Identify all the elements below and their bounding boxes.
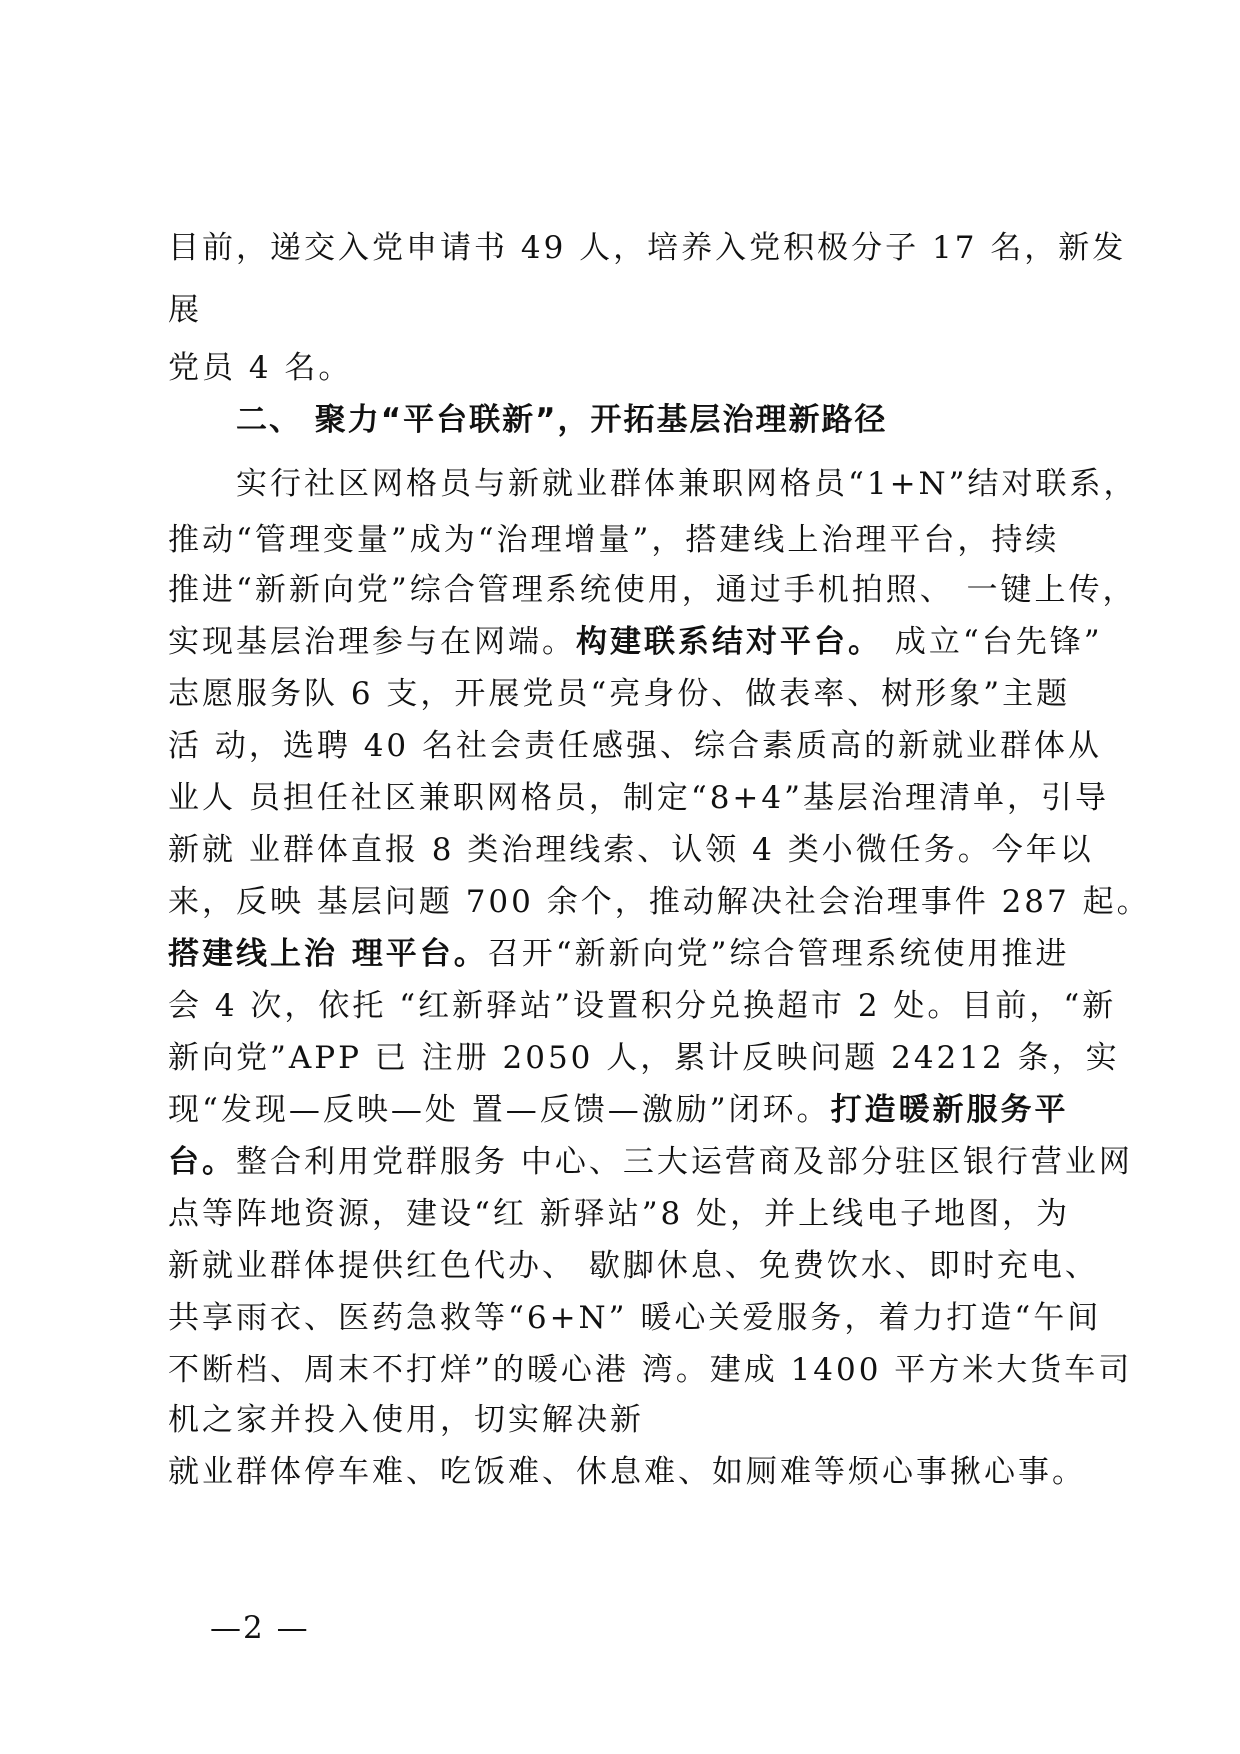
text-run: 实现基层治理参与在网端。 bbox=[168, 624, 576, 660]
body-line bbox=[168, 348, 352, 388]
body-line bbox=[168, 778, 1109, 818]
body-line bbox=[168, 830, 1094, 870]
text-run: 来，反映 基层问题 700 余个，推动解决社会治理事件 287 起。 bbox=[168, 884, 1151, 920]
body-line bbox=[168, 1142, 1133, 1182]
text-run: 推进“新新向党”综合管理系统使用，通过手机拍照、 一键上传， bbox=[168, 572, 1137, 608]
text-run: 会 4 次，依托 “红新驿站”设置积分兑换超市 2 处。目前，“新 bbox=[168, 988, 1117, 1024]
text-run: 现“发现—反映—处 置—反馈—激励”闭环。 bbox=[168, 1092, 831, 1128]
body-line bbox=[168, 1090, 1069, 1130]
body-line bbox=[168, 520, 1059, 560]
bold-subheading: 构建联系结对平台。 bbox=[576, 624, 882, 660]
page-number: —2 — bbox=[210, 1610, 310, 1646]
body-line bbox=[168, 674, 1070, 714]
text-run: 目前，递交入党申请书 49 人，培养入党积极分子 17 名，新发 bbox=[168, 230, 1127, 266]
body-line bbox=[168, 228, 1126, 268]
text-run: 召开“新新向党”综合管理系统使用推进 bbox=[487, 936, 1070, 972]
text-run: 党员 4 名。 bbox=[168, 350, 353, 386]
bold-subheading: 打造暖新服务平 bbox=[830, 1092, 1069, 1128]
body-line bbox=[168, 622, 1103, 662]
body-line bbox=[168, 882, 1151, 922]
text-run: 共享雨衣、医药急救等“6+N” 暖心关爱服务，着力打造“午间 bbox=[168, 1300, 1102, 1336]
body-line bbox=[168, 986, 1116, 1026]
body-line bbox=[168, 1194, 1070, 1234]
body-line bbox=[168, 726, 1102, 766]
body-line bbox=[168, 570, 1137, 610]
text-run: 新就 业群体直报 8 类治理线索、认领 4 类小微任务。今年以 bbox=[168, 832, 1094, 868]
text-run: 点等阵地资源，建设“红 新驿站”8 处，并上线电子地图，为 bbox=[168, 1196, 1071, 1232]
text-run: 活 动，选聘 40 名社会责任感强、综合素质高的新就业群体从 bbox=[168, 728, 1103, 764]
text-run: 机之家并投入使用，切实解决新 bbox=[168, 1402, 644, 1438]
body-line bbox=[168, 1400, 644, 1440]
text-run: 就业群体停车难、吃饭难、休息难、如厕难等烦心事揪心事。 bbox=[168, 1454, 1086, 1490]
body-line bbox=[168, 1038, 1120, 1078]
text-run: 志愿服务队 6 支，开展党员“亮身份、做表率、树形象”主题 bbox=[168, 676, 1071, 712]
bold-subheading: 搭建线上治 理平台。 bbox=[168, 936, 488, 972]
body-line bbox=[168, 1452, 1086, 1492]
body-line bbox=[168, 290, 202, 330]
text-run: 新就业群体提供红色代办、 歇脚休息、免费饮水、即时充电、 bbox=[168, 1248, 1099, 1284]
body-line bbox=[168, 1246, 1099, 1286]
body-line bbox=[168, 1298, 1101, 1338]
bold-subheading: 台。 bbox=[168, 1144, 236, 1180]
text-run: 推动“管理变量”成为“治理增量”，搭建线上治理平台，持续 bbox=[168, 522, 1060, 558]
body-line bbox=[236, 464, 1138, 504]
text-run: 整合利用党群服务 中心、三大运营商及部分驻区银行营业网 bbox=[236, 1144, 1133, 1180]
text-run: 展 bbox=[168, 292, 202, 328]
text-run: 成立“台先锋” bbox=[882, 624, 1103, 660]
text-run: 新向党”APP 已 注册 2050 人，累计反映问题 24212 条，实 bbox=[168, 1040, 1120, 1076]
heading-text: 二、 聚力“平台联新”，开拓基层治理新路径 bbox=[236, 402, 888, 438]
body-line bbox=[168, 934, 1070, 974]
text-run: 实行社区网格员与新就业群体兼职网格员“1+N”结对联系， bbox=[236, 466, 1138, 502]
text-run: 业人 员担任社区兼职网格员，制定“8+4”基层治理清单，引导 bbox=[168, 780, 1109, 816]
text-run: 不断档、周末不打烊”的暖心港 湾。建成 1400 平方米大货车司 bbox=[168, 1352, 1133, 1388]
section-heading bbox=[236, 400, 888, 440]
body-line bbox=[168, 1350, 1132, 1390]
